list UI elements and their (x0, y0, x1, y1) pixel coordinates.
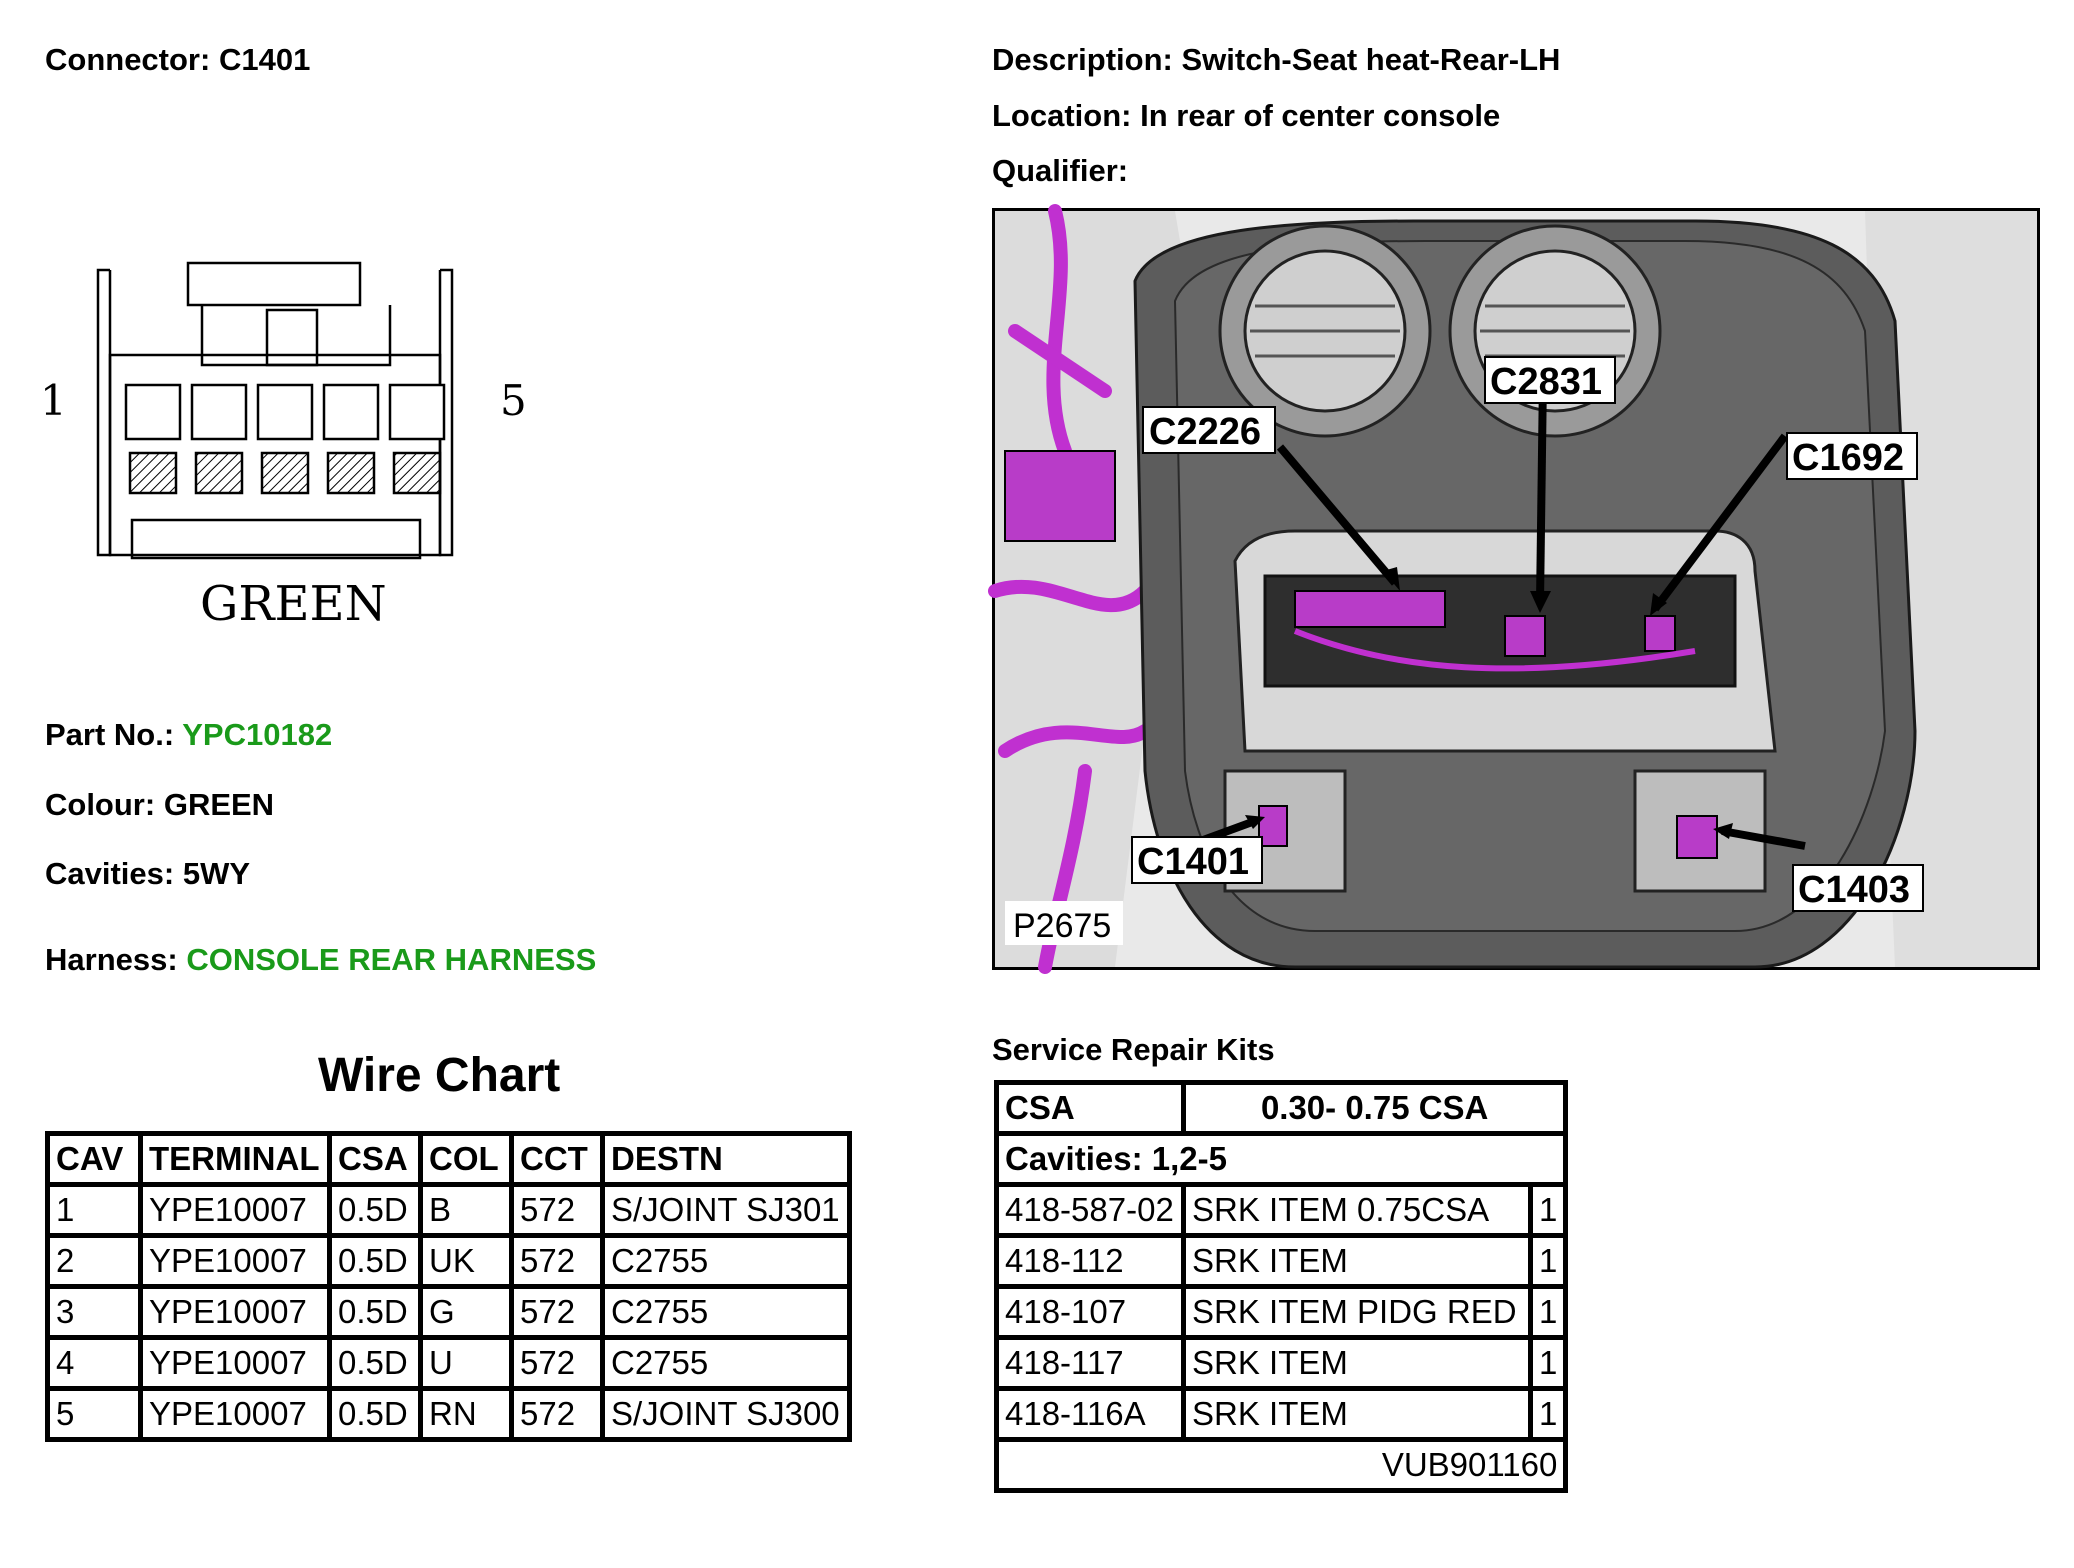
colour-value: GREEN (163, 787, 275, 822)
pin-first-label: 1 (40, 376, 67, 425)
cavity-1 (126, 385, 180, 439)
table-row (997, 1287, 1566, 1338)
cell-cct: 572 (512, 1287, 603, 1338)
table-row (997, 1236, 1566, 1287)
kits-cavities-row (997, 1134, 1566, 1185)
service-kits-title: Service Repair Kits (992, 1032, 1275, 1067)
part-no-field (45, 717, 332, 753)
cell-terminal: YPE10007 (141, 1185, 330, 1236)
kit-qty: 1 (1531, 1236, 1566, 1287)
cell-destn: S/JOINT SJ301 (603, 1185, 850, 1236)
col-cct: CCT (512, 1134, 603, 1185)
cell-cav: 4 (48, 1338, 141, 1389)
console-drawing (995, 211, 2037, 967)
cavities-label: Cavities: (45, 856, 175, 891)
kits-footer: VUB901160 (997, 1440, 1566, 1491)
location-illustration (992, 208, 2040, 970)
cell-terminal: YPE10007 (141, 1236, 330, 1287)
location-label: Location: (992, 98, 1132, 133)
service-kits-table (994, 1080, 1568, 1493)
cavities-field (45, 856, 250, 892)
callout-c2226: C2226 (1149, 411, 1261, 453)
cell-cct: 572 (512, 1236, 603, 1287)
description-label: Description: (992, 42, 1173, 77)
cell-csa: 0.5D (330, 1389, 421, 1440)
cell-cct: 572 (512, 1185, 603, 1236)
connector-colour-text: GREEN (200, 576, 387, 632)
table-row (48, 1389, 850, 1440)
colour-label: Colour: (45, 787, 156, 822)
location-value: In rear of center console (1140, 98, 1501, 133)
callout-c1403: C1403 (1798, 869, 1910, 911)
wire-chart-title: Wire Chart (318, 1049, 561, 1102)
cell-cav: 1 (48, 1185, 141, 1236)
callout-c2831: C2831 (1490, 361, 1602, 403)
harness-label: Harness: (45, 942, 178, 977)
cavity-group (126, 385, 444, 493)
table-row (48, 1236, 850, 1287)
cell-col: U (421, 1338, 512, 1389)
cavity-3 (258, 385, 312, 439)
cell-csa: 0.5D (330, 1185, 421, 1236)
cell-col: RN (421, 1389, 512, 1440)
pin-last-label: 5 (500, 376, 527, 425)
connector-base (132, 520, 420, 558)
cell-csa: 0.5D (330, 1236, 421, 1287)
photo-ref: P2675 (1013, 907, 1112, 945)
kit-part-no: 418-117 (997, 1338, 1184, 1389)
description-field (992, 42, 1560, 78)
connector-value: C1401 (218, 42, 311, 77)
cell-terminal: YPE10007 (141, 1287, 330, 1338)
callout-c1401: C1401 (1137, 841, 1249, 883)
cavity-5 (390, 385, 444, 439)
kit-qty: 1 (1531, 1389, 1566, 1440)
cell-cct: 572 (512, 1389, 603, 1440)
latch-top (188, 263, 360, 305)
col-terminal: TERMINAL (141, 1134, 330, 1185)
kit-qty: 1 (1531, 1185, 1566, 1236)
cell-destn: C2755 (603, 1287, 850, 1338)
cell-col: UK (421, 1236, 512, 1287)
cavity-2 (192, 385, 246, 439)
cell-cav: 3 (48, 1287, 141, 1338)
cell-cav: 5 (48, 1389, 141, 1440)
kit-item: SRK ITEM (1184, 1338, 1531, 1389)
terminal-lock-2 (196, 453, 242, 493)
kits-csa-row (997, 1083, 1566, 1134)
kit-item: SRK ITEM (1184, 1389, 1531, 1440)
kits-csa-value: 0.30- 0.75 CSA (1184, 1083, 1566, 1134)
terminal-lock-3 (262, 453, 308, 493)
connector-label: Connector: (45, 42, 211, 77)
cell-csa: 0.5D (330, 1338, 421, 1389)
kit-qty: 1 (1531, 1287, 1566, 1338)
connector-face-diagram (40, 255, 527, 655)
table-row (48, 1287, 850, 1338)
connector-field (45, 42, 310, 78)
kits-cavities: Cavities: 1,2-5 (997, 1134, 1566, 1185)
col-csa: CSA (330, 1134, 421, 1185)
description-value: Switch-Seat heat-Rear-LH (1181, 42, 1561, 77)
table-row (997, 1389, 1566, 1440)
callout-c1692: C1692 (1792, 437, 1904, 479)
kit-item: SRK ITEM 0.75CSA (1184, 1185, 1531, 1236)
terminal-lock-1 (130, 453, 176, 493)
kit-qty: 1 (1531, 1338, 1566, 1389)
wire-chart-table (45, 1131, 852, 1442)
cell-destn: C2755 (603, 1236, 850, 1287)
terminal-lock-5 (394, 453, 440, 493)
kit-item: SRK ITEM PIDG RED (1184, 1287, 1531, 1338)
colour-field (45, 787, 274, 823)
table-row (48, 1185, 850, 1236)
cell-destn: C2755 (603, 1338, 850, 1389)
cell-csa: 0.5D (330, 1287, 421, 1338)
kits-csa-label: CSA (997, 1083, 1184, 1134)
cell-col: G (421, 1287, 512, 1338)
location-field (992, 98, 1500, 134)
harness-link[interactable]: CONSOLE REAR HARNESS (186, 942, 597, 977)
cell-terminal: YPE10007 (141, 1389, 330, 1440)
left-clip (98, 270, 110, 555)
kits-footer-row (997, 1440, 1566, 1491)
harness-field (45, 942, 596, 978)
kit-part-no: 418-116A (997, 1389, 1184, 1440)
cell-terminal: YPE10007 (141, 1338, 330, 1389)
cell-cav: 2 (48, 1236, 141, 1287)
wire-chart-header-row (48, 1134, 850, 1185)
terminal-lock-4 (328, 453, 374, 493)
kit-part-no: 418-107 (997, 1287, 1184, 1338)
cell-destn: S/JOINT SJ300 (603, 1389, 850, 1440)
table-row (997, 1338, 1566, 1389)
kit-part-no: 418-587-02 (997, 1185, 1184, 1236)
cavities-value: 5WY (182, 856, 251, 891)
col-destn: DESTN (603, 1134, 850, 1185)
kit-item: SRK ITEM (1184, 1236, 1531, 1287)
col-cav: CAV (48, 1134, 141, 1185)
latch-key (267, 310, 317, 365)
kit-part-no: 418-112 (997, 1236, 1184, 1287)
qualifier-field (992, 153, 1128, 189)
qualifier-label: Qualifier: (992, 153, 1129, 188)
cell-cct: 572 (512, 1338, 603, 1389)
cavity-4 (324, 385, 378, 439)
table-row (997, 1185, 1566, 1236)
cell-col: B (421, 1185, 512, 1236)
col-col: COL (421, 1134, 512, 1185)
part-no-label: Part No.: (45, 717, 175, 752)
table-row (48, 1338, 850, 1389)
part-no-link[interactable]: YPC10182 (182, 717, 333, 752)
